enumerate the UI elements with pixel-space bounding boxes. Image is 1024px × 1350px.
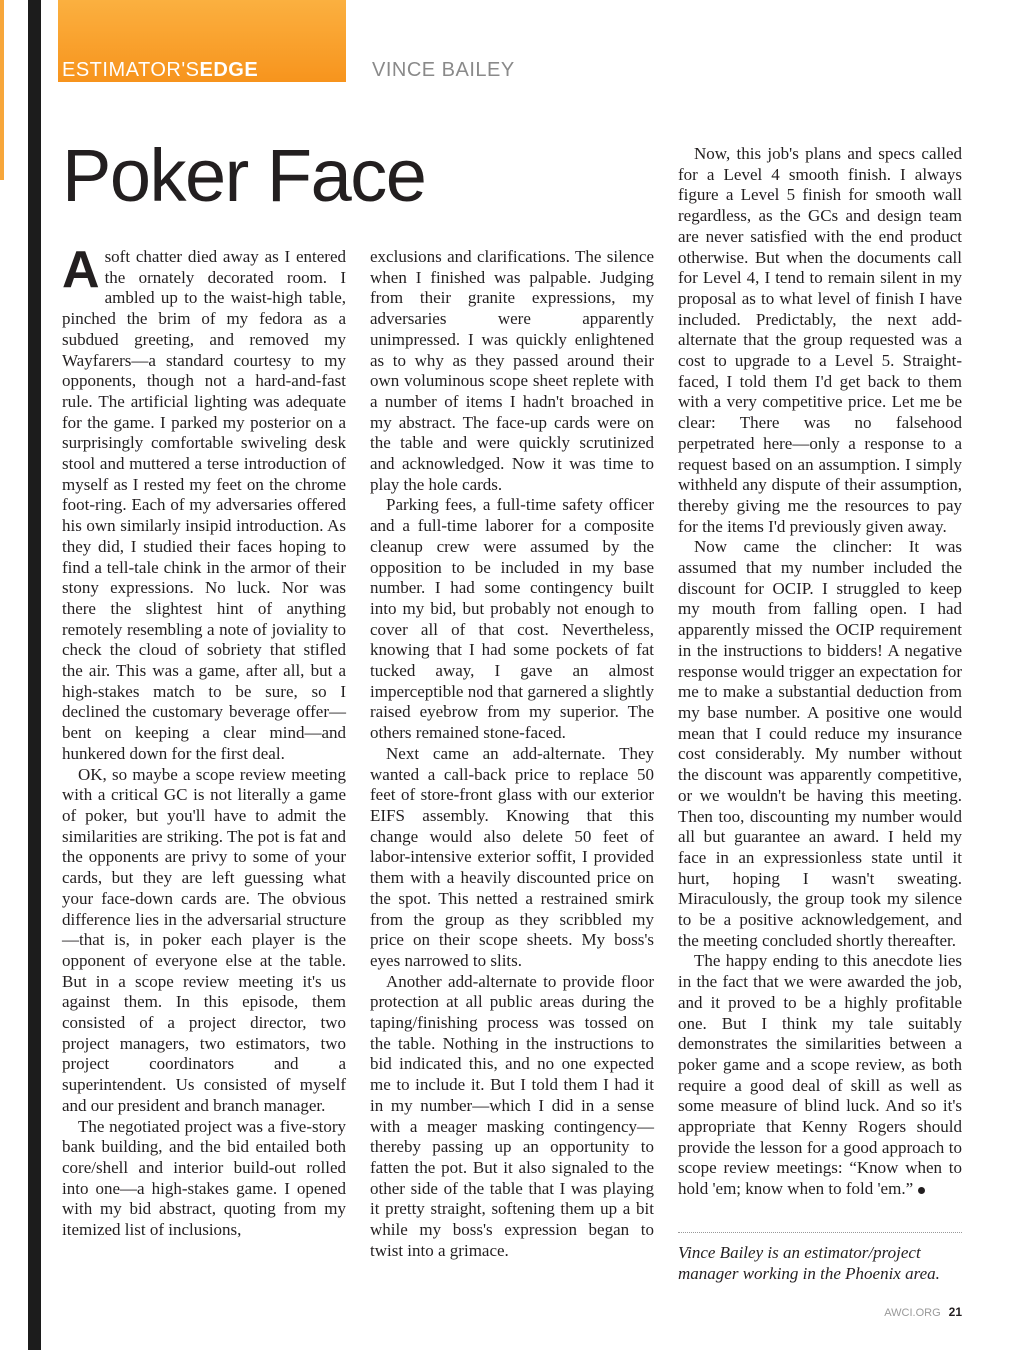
end-of-article-bullet-icon (918, 1187, 925, 1194)
drop-cap: A (62, 241, 100, 299)
article-paragraph (62, 241, 346, 765)
article-paragraph (678, 951, 962, 1199)
bio-divider (678, 1232, 962, 1233)
article-paragraph: Another add-alternate to provide floor protection at all public areas during the taping/finishing process was tossed on the table. Nothing in the instructions to bid indicated this, and no one expected me to include it. But I told them I had it in my number—which I did in a sense with a meager masking contingency—thereby passing up an opportunity to fatten the pot. But it also signaled to the other side of the table that I was playing it pretty straight, softening them up a bit while my boss's expression began to twist into a grimace. (370, 971, 654, 1260)
footer-site: AWCI.ORG (884, 1307, 941, 1319)
page-edge-tab (0, 0, 4, 180)
article-paragraph: Now, this job's plans and specs called for a Level 4 smooth finish. I always figure a Level 5 finish for smooth wall regardless, as the GCs and design team are never satisfied with the end product otherwise. But when the documents call for Level 4, I tend to remain silent in my proposal as to what level of finish I have included. Predictably, the next add-alternate that the group requested was a cost to upgrade to a Level 5. Straight-faced, I told them I'd get back to them with a very competitive price. Let me be clear: There was no falsehood perpetrated here—only a response to a request based on an assumption. I simply withheld any dispute of their assumption, thereby giving me the resources to pay for the items I'd previously given away. (678, 144, 962, 536)
paragraph-text: The happy ending to this anecdote lies in the fact that we were awarded the job, and it proved to be a highly profitable one. But I think my tale suitably demonstrates the similarities between a poker game and a scope review, as both require a good deal of skill as well as some measure of blind luck. And so it's appropriate that Kenny Rogers should provide the lesson for a good approach to scope review meetings: “Know when to hold 'em; know when to fold 'em.” (678, 951, 962, 1199)
author-byline: VINCE BAILEY (372, 59, 515, 81)
author-bio: Vince Bailey is an estimator/project manager working in the Phoenix area. (678, 1243, 940, 1283)
article-paragraph: Now came the clincher: It was assumed that my number included the discount for OCIP. I struggled to keep my mouth from falling open. I had apparently missed the OCIP requirement in the instructions to bidders! A negative response would trigger an expectation for me to make a substantial deduction from my base number. A positive one would mean that I could reduce my insurance cost considerably. My number without the discount was apparently competitive, or we wouldn't be having this meeting. Then too, discounting my number would all but guarantee an award. I held my face in an expressionless state until it hurt, hoping I wasn't sweating. Miraculously, the group took my silence to be a positive acknowledgement, and the meeting concluded shortly thereafter. (678, 537, 962, 950)
article-column-2 (370, 247, 654, 1261)
page-footer (884, 1305, 962, 1319)
article-column-3 (678, 144, 962, 1200)
page-number: 21 (948, 1305, 962, 1319)
section-label-part2: EDGE (199, 59, 259, 81)
article-column-1 (62, 241, 346, 1241)
paragraph-text: soft chatter died away as I entered the ornately decorated room. I ambled up to the waist-high table, pinched the brim of my fedora as a subdued greeting, and removed my Wayfarers—a standard courtesy to my opponents, though not a hard-and-fast rule. The artificial lighting was adequate for the game. I parked my posterior on a surprisingly comfortable swiveling desk stool and muttered a terse introduction of myself as I rested my feet on the chrome foot-ring. Each of my adversaries offered his own similarly insipid introduction. As they did, I studied their faces hoping to find a tell-tale chink in the armor of their stony expressions. No luck. Nor was there the slightest hint of anything remotely resembling a note of joviality to check the cloud of sobriety that stifled the air. This was a game, after all, but a high-stakes match to be sure, so I declined the customary beverage offer—bent on keeping a clear mind—and hunkered down for the first deal. (62, 247, 346, 763)
page-spine-bar (28, 0, 41, 1350)
article-paragraph: OK, so maybe a scope review meeting with a critical GC is not literally a game of poker, but you'll have to admit the similarities are striking. The pot is fat and the opponents are privy to some of your cards, but they are left guessing what your face-down cards are. The obvious difference lies in the adversarial structure—that is, in poker each player is the opponent of everyone else at the table. But in a scope review meeting it's us against them. In this episode, them consisted of a project director, two project managers, two estimators, two project coordinators and a superintendent. Us consisted of myself and our president and branch manager. (62, 764, 346, 1115)
section-label-part1: ESTIMATOR'S (62, 59, 200, 81)
article-paragraph: Next came an add-alternate. They wanted a call-back price to replace 50 feet of store-front glass with our exterior EIFS assembly. Knowing that this change would also delete 50 feet of labor-intensive exterior soffit, I provided them with a heavily discounted price on the spot. This netted a restrained smirk from the group as they scribbled my price on their scope sheets. My boss's eyes narrowed to slits. (370, 743, 654, 970)
article-paragraph: The negotiated project was a five-story bank building, and the bid entailed both core/shell and interior build-out rolled into one—a high-stakes game. I opened with my bid abstract, quoting from my itemized list of inclusions, (62, 1116, 346, 1240)
article-paragraph: Parking fees, a full-time safety officer and a full-time laborer for a composite cleanup crew were assumed by the opposition to be included in my base number. I had some contingency built into my bid, but probably not enough to cover all of that cost. Nevertheless, knowing that I had some pockets of fat tucked away, I gave an almost imperceptible nod that garnered a slightly raised eyebrow from my superior. The others remained stone-faced. (370, 495, 654, 743)
article-paragraph: exclusions and clarifications. The silence when I finished was palpable. Judging from their granite expressions, my adversaries were apparently unimpressed. I was quickly enlightened as to why as they passed around their own voluminous scope sheet replete with a number of items I hadn't broached in my abstract. The face-up cards were on the table and were quickly scrutinized and acknowledged. Now it was time to play the hole cards. (370, 247, 654, 494)
section-label (62, 58, 258, 82)
article-title: Poker Face (62, 134, 426, 217)
